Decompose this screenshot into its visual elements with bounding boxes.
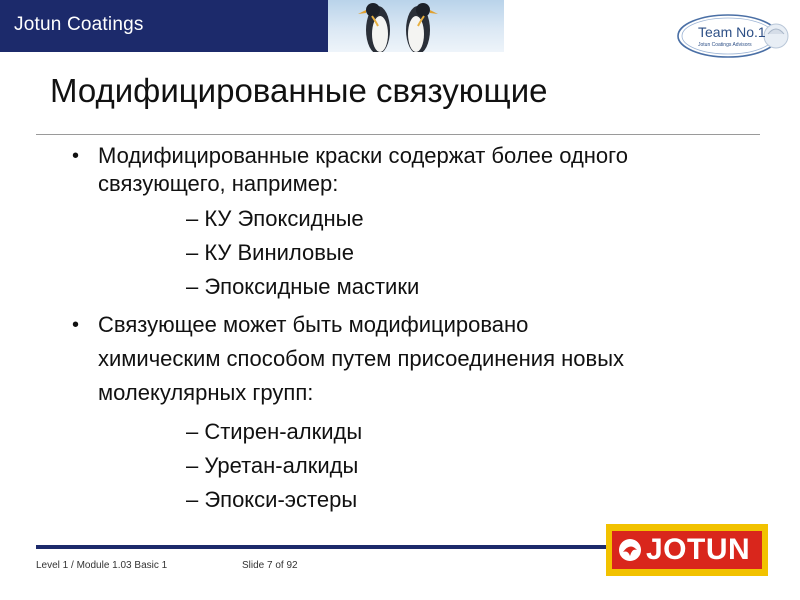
sub-item: – КУ Эпоксидные (186, 206, 364, 231)
slide-title: Модифицированные связующие (50, 72, 548, 109)
sub-item: – Эпокси-эстеры (186, 487, 358, 512)
badge-subtitle: Jotun Coatings Advisors (698, 42, 752, 48)
jotun-logo-text: JOTUN (646, 533, 751, 566)
sub-item: – Стирен-алкиды (186, 419, 363, 444)
jotun-whale-icon (618, 536, 642, 564)
sub-item: – КУ Виниловые (186, 240, 354, 265)
footer-divider (36, 545, 608, 549)
footer-slide-number: Slide 7 of 92 (242, 560, 298, 571)
bullet-2-line-3: молекулярных групп: (98, 380, 314, 405)
jotun-logo (606, 524, 768, 576)
bullet-marker: • (72, 145, 80, 167)
bullet-2-line-2: химическим способом путем присоединения новых (98, 346, 625, 371)
bullet-1-line-2: связующего, например: (98, 171, 339, 196)
badge-title: Team No.1 (698, 24, 766, 40)
brand-name: Jotun Coatings (14, 14, 144, 35)
jotun-logo-plate (612, 531, 762, 569)
sub-item: – Эпоксидные мастики (186, 274, 420, 299)
bullet-1-line-1: Модифицированные краски содержат более одного (98, 143, 628, 168)
footer-module: Level 1 / Module 1.03 Basic 1 (36, 560, 168, 571)
bullet-2-line-1: Связующее может быть модифицировано (98, 312, 529, 337)
sub-item: – Уретан-алкиды (186, 453, 359, 478)
bullet-marker: • (72, 314, 80, 336)
